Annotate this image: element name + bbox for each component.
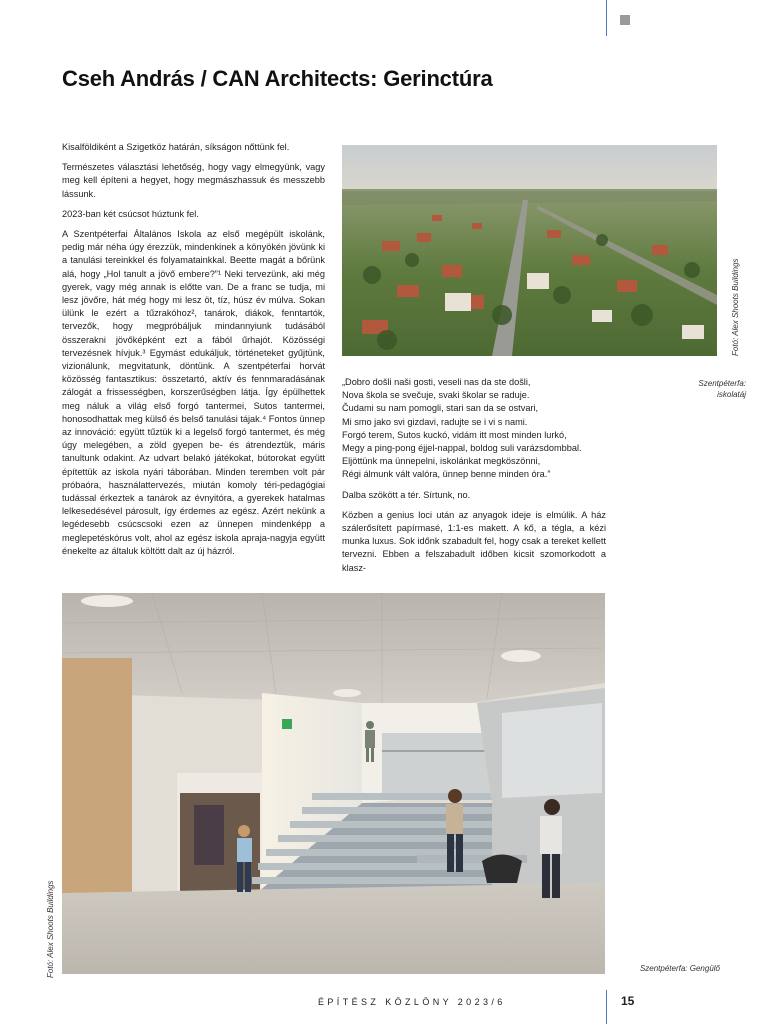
article-title: Cseh András / CAN Architects: Gerinctúra — [62, 66, 493, 91]
top-divider-line — [606, 0, 607, 36]
paragraph: Közben a genius loci után az anyagok ideje is elmúlik. A ház szálerősített papírmasé, 1:1-es makett. A kő, a tégla, a kézi munka luxus. Sok időnk szabadult fel, hogy csak a tereket kellett tervezni. Ebben a felszabadult időben kicsit szomorkodott a klasz- — [342, 509, 606, 573]
journal-footer: ÉPÍTÉSZ KÖZLÖNY 2023/6 — [318, 997, 506, 1007]
poem-line: Régi álmunk vált valóra, ünnep benne minden óra.” — [342, 469, 551, 480]
bottom-divider-line — [606, 990, 607, 1024]
corner-square-icon — [620, 15, 630, 25]
poem-line: Mi smo jako svi gizdavi, radujte se i vi s nami. — [342, 416, 528, 427]
aerial-village-photo — [342, 145, 717, 356]
poem-line: Eljöttünk ma ünnepelni, iskolánkat megköszönni, — [342, 456, 541, 467]
caption-bottom: Szentpéterfa: Gengülő — [639, 964, 720, 973]
poem-line: „Dobro došli naši gosti, veseli nas da ste došli, — [342, 377, 531, 387]
paragraph: Kisalföldiként a Szigetköz határán, síkságon nőttünk fel. — [62, 142, 290, 152]
photo-credit-bottom: Fotó: Alex Shoots Buildings — [46, 880, 55, 978]
left-text-column — [62, 141, 325, 565]
paragraph: A Szentpéterfai Általános Iskola az első megépült iskolánk, pedig már néha úgy érezzük, mindenkinek a könyökén jövünk ki a tanulási tereinkkel és folyamatainkkal. Beette magát a bőrünk alá, hogy „Hol tanult a jövő embere?”¹ Neki tervezünk, aki még gyerek, vagy még annak is előtte van. De a franc se tudja, mi lesz jövőre, hát még hogy mi lesz öt, tíz, húsz év múlva. Sokan ülünk le ezért a tűzrakóhoz², tanárok, diákok, fenntartók, tervezők, hogy megpróbáljuk mindannyiunk tudásából összerakni jövőképként ezt a fából űrhajót. Közösségi tervezésnek hívjuk.³ Egymást edukáljuk, történeteket gyűjtünk, vizionálunk, megvitatunk, döntünk. A szentpéterfai horvát közösség fantasztikus: összetartó, aktív és fennmaradásának zálogát a frissességben, korszerűségben látja. Így épülhettek meg náluk a világ első forgó tantermei, Sutos tantermei, honosodhattak meg külső és belső tanulási tájak.⁴ Fontos ünnep az innováció: együtt tűztük ki a legelső forgó tantermet, és még úgy melegében, a zöld gyepen be- és átrendeztük, máris tanultunk odakint. Az udvart belakó játékokat, bútorokat együtt építettük az iskola nyári táborában. Minden teremben volt pár próbaóra, használattervezés, miután komoly téri-pedagógiai tudással érkeztek a tanárok az évnyitóra, a gyerekek hatalmas lelkesedésével párosult, így érdemes az egész. Azért nekünk a legédesebb csúcscsoki ezen az ünnepen mindenképp a meglepetéskórus volt, ahol az egész iskola apraja-nagyja együtt énekelte az általuk költött dalt az új házról. — [62, 229, 325, 556]
song-lyrics — [342, 376, 606, 482]
poem-line: Megy a ping-pong éjjel-nappal, boldog suli varázsdombbal. — [342, 443, 582, 454]
poem-line: Forgó terem, Sutos kuckó, vidám itt most minden lurkó, — [342, 429, 567, 440]
page-number: 15 — [621, 994, 635, 1008]
photo-credit-top: Fotó: Alex Shoots Buildings — [731, 258, 740, 356]
caption-top — [640, 378, 746, 400]
caption-line: Szentpéterfa: — [698, 379, 746, 388]
right-text-column — [342, 376, 606, 582]
paragraph: Természetes választási lehetőség, hogy vagy elmegyünk, vagy meg kell építeni a hegyet, hogy megmászhassuk és messzebb lássunk. — [62, 162, 325, 199]
poem-line: Nova škola se svečuje, svaki školar se raduje. — [342, 390, 530, 401]
paragraph: Dalba szökött a tér. Sírtunk, no. — [342, 489, 471, 500]
paragraph: 2023-ban két csúcsot húztunk fel. — [62, 208, 199, 219]
poem-line: Čudami su nam pomogli, stari san da se ostvari, — [342, 403, 539, 414]
caption-line: iskolatáj — [717, 390, 746, 399]
school-interior-photo — [62, 593, 605, 974]
